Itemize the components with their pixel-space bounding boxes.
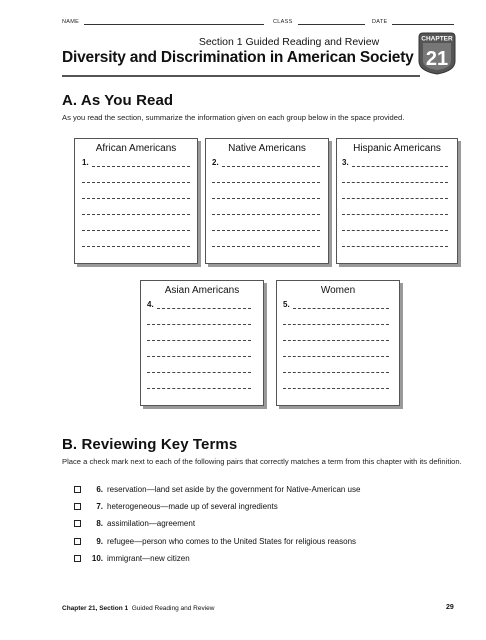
key-term-item xyxy=(74,535,356,547)
name-label: NAME xyxy=(62,19,80,25)
answer-line[interactable] xyxy=(283,388,389,389)
group-title: African Americans xyxy=(95,143,177,154)
section-a-heading: A. As You Read xyxy=(62,92,174,109)
answer-line[interactable] xyxy=(283,356,389,357)
item-number: 8. xyxy=(96,518,103,528)
title-rule xyxy=(62,75,420,77)
group-number: 2. xyxy=(212,158,219,167)
class-label: CLASS xyxy=(273,19,293,25)
answer-line[interactable] xyxy=(342,182,448,183)
item-text: immigrant—new citizen xyxy=(107,553,190,563)
answer-line[interactable] xyxy=(82,246,190,247)
group-title: Hispanic Americans xyxy=(353,143,441,154)
answer-line[interactable] xyxy=(157,308,251,309)
checkbox[interactable] xyxy=(74,538,81,545)
key-term-item xyxy=(74,500,278,512)
item-number: 6. xyxy=(96,484,103,494)
answer-line[interactable] xyxy=(212,182,320,183)
group-number: 1. xyxy=(82,158,89,167)
answer-line[interactable] xyxy=(92,166,190,167)
key-term-item xyxy=(74,552,190,564)
group-number: 5. xyxy=(283,300,290,309)
answer-line[interactable] xyxy=(342,246,448,247)
answer-line[interactable] xyxy=(342,230,448,231)
item-text: refugee—person who comes to the United States for religious reasons xyxy=(107,536,357,546)
answer-line[interactable] xyxy=(82,214,190,215)
answer-line[interactable] xyxy=(212,246,320,247)
answer-line[interactable] xyxy=(212,198,320,199)
page-number: 29 xyxy=(446,604,454,611)
item-number: 10. xyxy=(91,553,103,563)
footer-subtitle: Guided Reading and Review xyxy=(131,605,215,612)
group-number: 4. xyxy=(147,300,154,309)
answer-line[interactable] xyxy=(147,356,251,357)
section-title: Section 1 Guided Reading and Review xyxy=(198,36,380,48)
answer-line[interactable] xyxy=(283,372,389,373)
item-text: reservation—land set aside by the government for Native-American use xyxy=(107,484,361,494)
section-b-instructions: Place a check mark next to each of the following pairs that correctly matches a term from this chapter with its definition. xyxy=(62,457,462,466)
footer-left xyxy=(62,605,214,612)
answer-line[interactable] xyxy=(352,166,448,167)
item-number: 7. xyxy=(96,501,103,511)
group-title: Asian Americans xyxy=(164,285,240,296)
answer-line[interactable] xyxy=(147,388,251,389)
name-line xyxy=(84,24,264,25)
group-number: 3. xyxy=(342,158,349,167)
item-text: heterogeneous—made up of several ingredients xyxy=(107,501,278,511)
answer-line[interactable] xyxy=(342,214,448,215)
answer-line[interactable] xyxy=(82,182,190,183)
page-title: Diversity and Discrimination in American Society xyxy=(62,49,414,66)
date-line xyxy=(392,24,454,25)
answer-line[interactable] xyxy=(212,230,320,231)
group-title: Women xyxy=(320,285,356,296)
answer-line[interactable] xyxy=(147,372,251,373)
answer-line[interactable] xyxy=(293,308,389,309)
checkbox[interactable] xyxy=(74,503,81,510)
class-line xyxy=(298,24,365,25)
item-number: 9. xyxy=(96,536,103,546)
checkbox[interactable] xyxy=(74,520,81,527)
checkbox[interactable] xyxy=(74,555,81,562)
chapter-number: 21 xyxy=(425,48,449,70)
section-b-heading: B. Reviewing Key Terms xyxy=(62,436,238,453)
chapter-label: CHAPTER xyxy=(421,35,453,43)
item-text: assimilation—agreement xyxy=(107,518,196,528)
answer-line[interactable] xyxy=(82,230,190,231)
answer-line[interactable] xyxy=(222,166,320,167)
answer-line[interactable] xyxy=(147,340,251,341)
answer-line[interactable] xyxy=(147,324,251,325)
answer-line[interactable] xyxy=(82,198,190,199)
chapter-badge xyxy=(417,31,457,76)
key-term-item xyxy=(74,483,360,495)
answer-line[interactable] xyxy=(283,340,389,341)
date-label: DATE xyxy=(372,19,388,25)
key-term-item xyxy=(74,517,195,529)
footer-chapter-section: Chapter 21, Section 1 xyxy=(62,605,129,612)
answer-line[interactable] xyxy=(342,198,448,199)
answer-line[interactable] xyxy=(212,214,320,215)
answer-line[interactable] xyxy=(283,324,389,325)
checkbox[interactable] xyxy=(74,486,81,493)
section-a-instructions: As you read the section, summarize the information given on each group below in the space provided. xyxy=(62,113,405,122)
group-title: Native Americans xyxy=(228,143,306,154)
